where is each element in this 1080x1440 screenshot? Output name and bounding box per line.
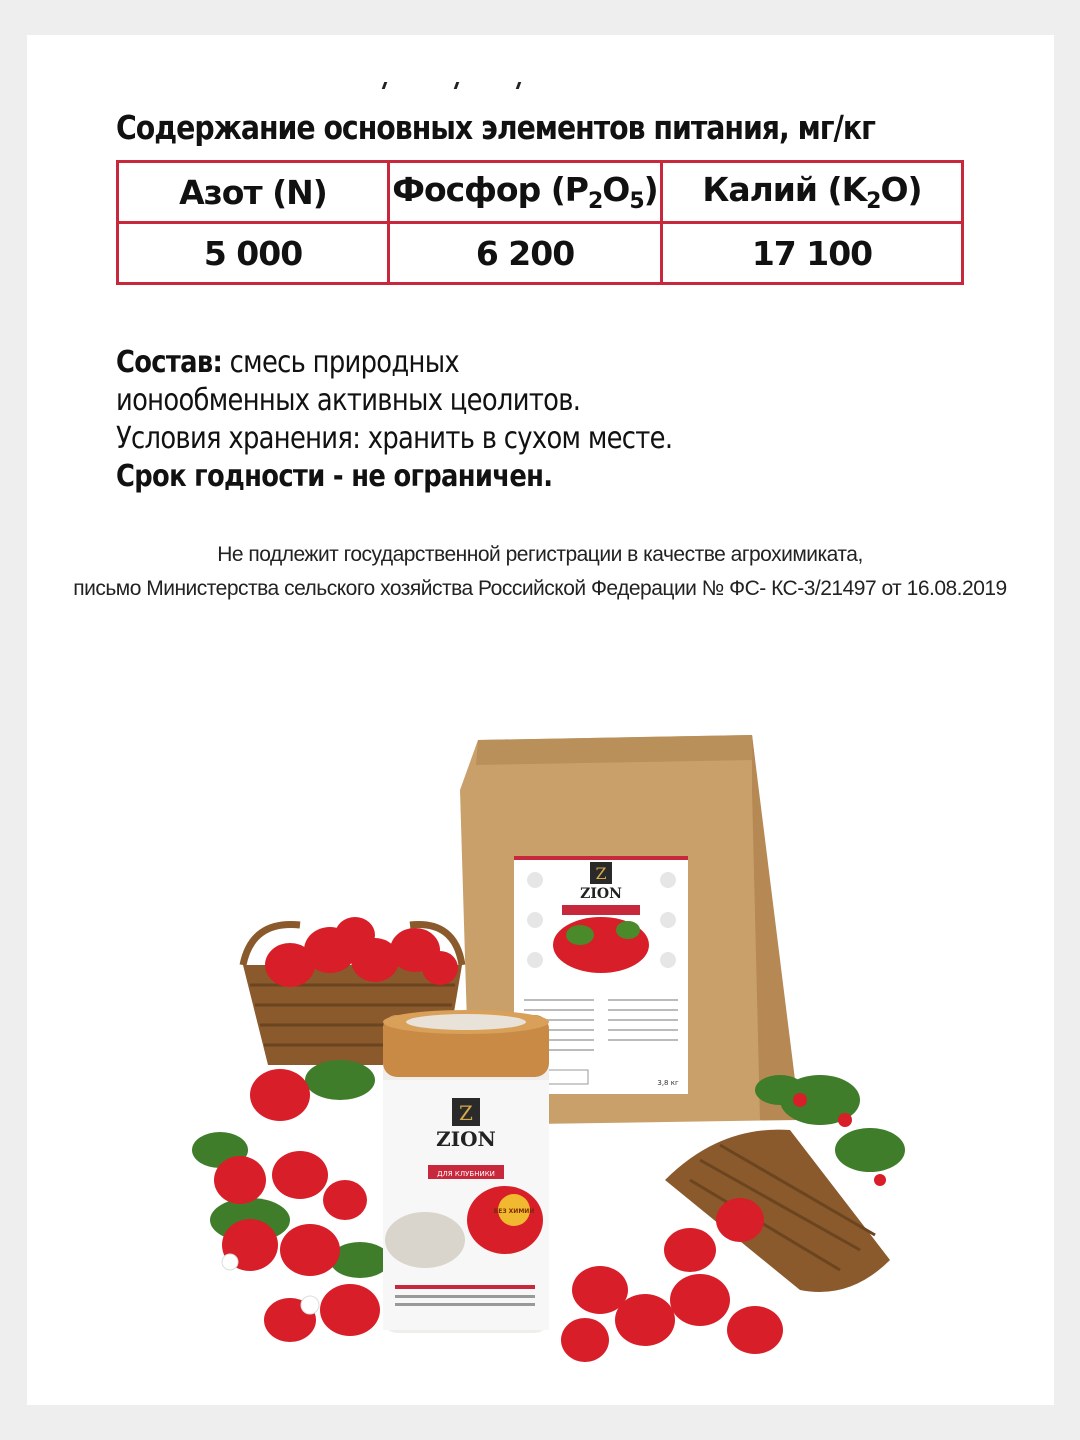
composition-text-2: ионообменных активных цеолитов. [116,383,581,418]
nutrients-title: Содержание основных элементов питания, мг/кг [116,108,875,147]
header-phosphorus: Фосфор $(P_2O_5)$ [389,162,662,223]
storage-conditions: Условия хранения: хранить в сухом месте. [116,421,673,456]
header-potassium: Калий $(K_2O)$ [662,162,963,223]
jar-label: ДЛЯ КЛУБНИКИ [437,1170,495,1178]
jar-brand: ZION [436,1127,496,1151]
zion-jar [383,1010,549,1333]
bag-weight: 3,8 кг [657,1079,679,1087]
jar-badge: БЕЗ ХИМИИ [493,1208,535,1215]
value-potassium: 17 100 [662,223,963,284]
bag-logo-letter: Z [595,864,607,883]
registration-line-2: письмо Министерства сельского хозяйства Российской Федерации № ФС- КС-3/21497 от 16.08.2019 [73,577,1007,600]
bag-brand: ZION [580,886,622,902]
registration-line-1: Не подлежит государственной регистрации в качестве агрохимиката, [217,543,863,566]
shelf-life: Срок годности - не ограничен. [116,459,553,494]
value-nitrogen: 5 000 [118,223,389,284]
composition-text: смесь природных [222,345,459,380]
header-nitrogen: Азот (N) [118,162,389,223]
value-phosphorus: 6 200 [389,223,662,284]
composition-label: Состав: [116,345,223,380]
jar-logo-letter: Z [459,1101,473,1125]
